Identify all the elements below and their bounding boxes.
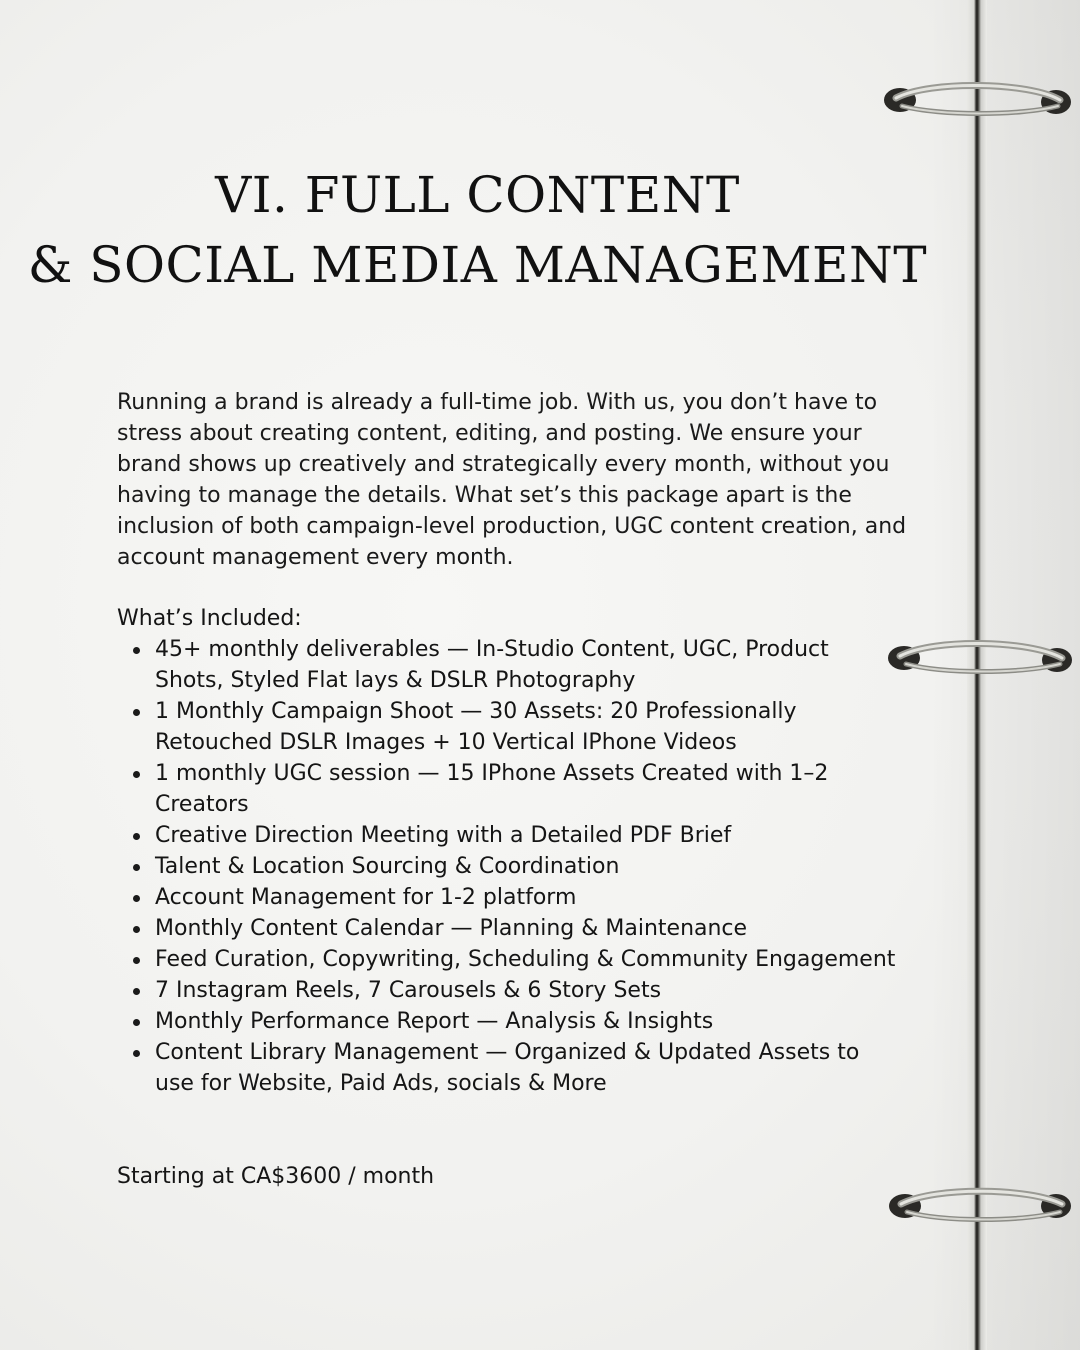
list-item: Account Management for 1-2 platform xyxy=(117,882,897,913)
list-item: 1 monthly UGC session — 15 IPhone Assets Created with 1–2 Creators xyxy=(117,758,897,820)
intro-paragraph: Running a brand is already a full-time job. With us, you don’t have to stress about creating content, editing, and posting. We ensure your brand shows up creatively and strategically every month, without you having to manage the details. What set’s this package apart is the inclusion of both campaign-level production, UGC content creation, and account management every month. xyxy=(117,390,907,570)
list-item: 7 Instagram Reels, 7 Carousels & 6 Story Sets xyxy=(117,975,897,1006)
included-list xyxy=(117,634,897,1099)
binder-ring-top-icon xyxy=(0,72,1080,132)
title-line-1: VI. FULL CONTENT xyxy=(215,166,740,224)
list-item: 1 Monthly Campaign Shoot — 30 Assets: 20 Professionally Retouched DSLR Images + 10 Vertical IPhone Videos xyxy=(117,696,897,758)
binder-ring-middle-icon xyxy=(0,628,1080,688)
list-item: Content Library Management — Organized & Updated Assets to use for Website, Paid Ads, socials & More xyxy=(117,1037,897,1099)
page-title xyxy=(0,160,955,300)
title-line-2: & SOCIAL MEDIA MANAGEMENT xyxy=(27,236,928,294)
list-item: Feed Curation, Copywriting, Scheduling & Community Engagement xyxy=(117,944,897,975)
list-item: Creative Direction Meeting with a Detailed PDF Brief xyxy=(117,820,897,851)
binder-ring-bottom-icon xyxy=(0,1176,1080,1236)
included-heading: What’s Included: xyxy=(117,606,302,631)
list-item: Monthly Performance Report — Analysis & Insights xyxy=(117,1006,897,1037)
list-item: Talent & Location Sourcing & Coordination xyxy=(117,851,897,882)
list-item: Monthly Content Calendar — Planning & Maintenance xyxy=(117,913,897,944)
price-text: Starting at CA$3600 / month xyxy=(117,1164,435,1189)
list-item: 45+ monthly deliverables — In-Studio Content, UGC, Product Shots, Styled Flat lays & DSLR Photography xyxy=(117,634,897,696)
